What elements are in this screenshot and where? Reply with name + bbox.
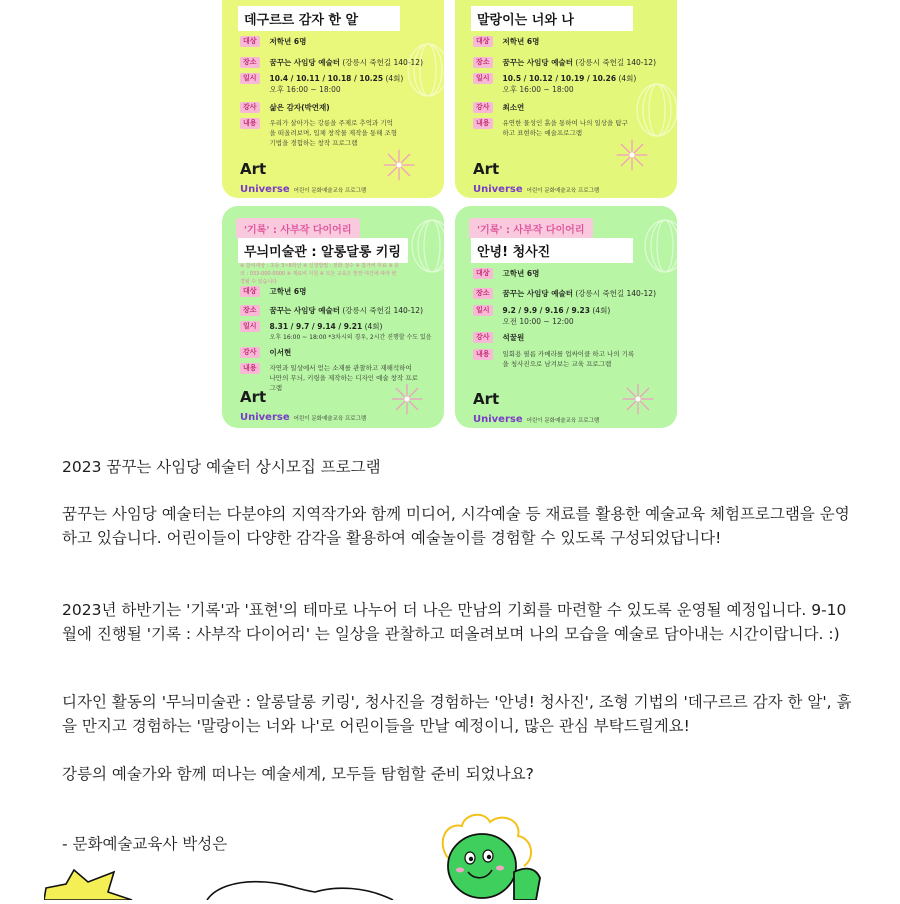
value-content: 유연한 물성인 흙을 통하여 나의 일상을 탐구하고 표현하는 예술프로그램 — [502, 119, 628, 137]
value-time: 오전 10:00 ~ 12:00 — [502, 317, 574, 326]
row-content — [240, 118, 399, 148]
brand-logo — [473, 162, 599, 196]
brand-logo — [473, 392, 599, 426]
article-paragraph-intro — [62, 502, 852, 550]
brand-universe: Universe — [473, 184, 523, 195]
brand-logo — [240, 390, 366, 424]
green-character-illustration — [428, 812, 550, 900]
poster-card-potato — [222, 0, 444, 198]
brand-art: Art — [240, 388, 267, 406]
label-target: 대상 — [473, 268, 493, 279]
brand-art: Art — [473, 390, 500, 408]
value-place: 꿈꾸는 사임당 예술터 — [269, 58, 340, 67]
label-date: 일시 — [473, 73, 493, 84]
swirl-decoration-icon — [635, 216, 677, 276]
sparkle-icon — [621, 382, 655, 416]
sparkle-icon — [382, 148, 416, 182]
value-target: 저학년 6명 — [502, 37, 540, 46]
value-place-address: (강릉시 죽헌길 140-12) — [572, 58, 657, 67]
series-tag: '기록' : 사부작 다이어리 — [469, 218, 593, 239]
brand-subtitle: 어린이 문화예술교육 프로그램 — [293, 416, 367, 422]
card-note: ※ 참여대상 : 초등 3~6학년 ※ 신청방법 : 전화 접수 ※ 참가비 무료 ※ 문의 : 033-000-0000 ※ 재료비 지원 ※ 모든 교육은 현장 여건에 따라 변경될 수 있습니다 — [240, 263, 400, 285]
value-dates: 10.5 / 10.12 / 10.19 / 10.26 — [502, 74, 617, 83]
value-time: 오후 16:00 ~ 18:00 — [269, 85, 341, 94]
article-paragraph-closing — [62, 762, 852, 786]
label-date: 일시 — [240, 73, 260, 84]
sparkle-icon — [390, 382, 424, 416]
value-dates: 8.31 / 9.7 / 9.14 / 9.21 — [269, 322, 363, 331]
value-time: 오후 16:00 ~ 18:00 *3차시의 경우, 2시간 진행할 수도 있음 — [269, 334, 432, 341]
swirl-decoration-icon — [402, 216, 444, 276]
brand-logo — [240, 162, 366, 196]
signature-text: - 문화예술교육사 박성은 — [62, 835, 228, 853]
label-instructor: 강사 — [240, 102, 260, 113]
label-instructor: 강사 — [473, 332, 493, 343]
card-title: 말랑이는 너와 나 — [471, 6, 633, 31]
value-place-address: (강릉시 죽헌길 140-12) — [339, 306, 424, 315]
value-dates: 9.2 / 9.9 / 9.16 / 9.23 — [502, 306, 590, 315]
label-instructor: 강사 — [473, 102, 493, 113]
label-place: 장소 — [473, 57, 493, 68]
value-place: 꿈꾸는 사임당 예술터 — [502, 289, 573, 298]
brand-universe: Universe — [473, 414, 523, 425]
value-content: 일회용 필름 카메라를 업싸이클 하고 나의 기록을 청사진으로 남겨보는 교육 프로그램 — [502, 350, 635, 368]
poster-card-cyanotype — [455, 206, 677, 428]
value-target: 고학년 6명 — [502, 269, 540, 278]
label-content: 내용 — [240, 118, 260, 129]
label-instructor: 강사 — [240, 347, 260, 358]
row-instructor — [240, 347, 434, 358]
paragraph-text: 2023년 하반기는 '기록'과 '표현'의 테마로 나누어 더 나은 만남의 기회를 마련할 수 있도록 운영될 예정입니다. 9-10월에 진행될 '기록 : 사부작 다이어리' 는 일상을 관찰하고 떠올려보며 나의 모습을 예술로 담아내는 시간이랍니다. :) — [62, 601, 847, 643]
label-date: 일시 — [240, 321, 260, 332]
card-title: 데구르르 감자 한 알 — [238, 6, 400, 31]
article-heading: 2023 꿈꾸는 사임당 예술터 상시모집 프로그램 — [62, 458, 381, 476]
article-paragraph-programs — [62, 690, 852, 738]
swirl-decoration-icon — [398, 40, 444, 100]
value-session-count: (4회) — [383, 74, 404, 83]
row-target — [240, 286, 434, 297]
label-place: 장소 — [240, 57, 260, 68]
row-place — [240, 305, 434, 316]
sparkle-icon — [615, 138, 649, 172]
card-title: 무늬미술관 : 알롱달롱 키링 — [238, 238, 408, 263]
row-target — [473, 36, 667, 47]
row-date — [240, 321, 434, 343]
brand-subtitle: 어린이 문화예술교육 프로그램 — [293, 188, 367, 194]
value-place-address: (강릉시 죽헌길 140-12) — [572, 289, 657, 298]
paragraph-text: 꿈꾸는 사임당 예술터는 다분야의 지역작가와 함께 미디어, 시각예술 등 재료를 활용한 예술교육 체험프로그램을 운영하고 있습니다. 어린이들이 다양한 감각을 활용하여 예술놀이를 경험할 수 있도록 구성되었답니다! — [62, 505, 850, 547]
value-place: 꿈꾸는 사임당 예술터 — [269, 306, 340, 315]
label-place: 장소 — [240, 305, 260, 316]
swirl-decoration-icon — [627, 80, 677, 140]
value-content: 우리가 살아가는 강릉을 주제로 추억과 기억을 떠올려보며, 입체 창작물 제작을 통해 조형 기법을 경험하는 창작 프로그램 — [269, 119, 398, 147]
cloud-outline-illustration — [205, 878, 395, 900]
row-place — [473, 288, 667, 299]
label-place: 장소 — [473, 288, 493, 299]
row-date — [473, 305, 667, 327]
article-body — [62, 455, 852, 479]
label-content: 내용 — [473, 118, 493, 129]
value-instructor: 이서현 — [269, 348, 292, 357]
value-time: 오후 16:00 ~ 18:00 — [502, 85, 574, 94]
article-paragraph-theme — [62, 598, 852, 646]
paragraph-text: 강릉의 예술가와 함께 떠나는 예술세계, 모두들 탐험할 준비 되었나요? — [62, 765, 534, 783]
row-place — [473, 57, 667, 68]
brand-universe: Universe — [240, 412, 290, 423]
value-target: 저학년 6명 — [269, 37, 307, 46]
brand-subtitle: 어린이 문화예술교육 프로그램 — [526, 418, 600, 424]
row-content — [473, 118, 632, 138]
poster-card-clay — [455, 0, 677, 198]
brand-art: Art — [240, 160, 267, 178]
row-content — [473, 349, 637, 369]
value-session-count: (4회) — [616, 74, 637, 83]
value-instructor: 최소연 — [502, 103, 525, 112]
value-session-count: (4회) — [362, 322, 383, 331]
brand-art: Art — [473, 160, 500, 178]
row-instructor — [473, 332, 667, 343]
brand-universe: Universe — [240, 184, 290, 195]
paragraph-text: 디자인 활동의 '무늬미술관 : 알롱달롱 키링', 청사진을 경험하는 '안녕! 청사진', 조형 기법의 '데구르르 감자 한 알', 흙을 만지고 경험하는 '말랑이는 너와 나'로 어린이들을 만날 예정이니, 많은 관심 부탁드릴게요! — [62, 693, 852, 735]
label-target: 대상 — [240, 36, 260, 47]
label-content: 내용 — [473, 349, 493, 360]
label-date: 일시 — [473, 305, 493, 316]
value-content: 자연과 일상에서 얻는 소재를 관찰하고 재해석하여 나만의 무늬, 키링을 제작하는 디자인 예술 창작 프로그램 — [269, 364, 418, 392]
value-place-address: (강릉시 죽헌길 140-12) — [339, 58, 424, 67]
brand-subtitle: 어린이 문화예술교육 프로그램 — [526, 188, 600, 194]
row-instructor — [240, 102, 434, 113]
value-dates: 10.4 / 10.11 / 10.18 / 10.25 — [269, 74, 384, 83]
label-content: 내용 — [240, 363, 260, 374]
label-target: 대상 — [240, 286, 260, 297]
value-instructor: 석꿀원 — [502, 333, 525, 342]
value-target: 고학년 6명 — [269, 287, 307, 296]
yellow-star-illustration — [44, 868, 134, 900]
value-session-count: (4회) — [590, 306, 611, 315]
value-instructor: 삶은 감자(박연재) — [269, 103, 330, 112]
value-place: 꿈꾸는 사임당 예술터 — [502, 58, 573, 67]
poster-card-keyring — [222, 206, 444, 428]
series-tag: '기록' : 사부작 다이어리 — [236, 218, 360, 239]
label-target: 대상 — [473, 36, 493, 47]
card-title: 안녕! 청사진 — [471, 238, 633, 263]
